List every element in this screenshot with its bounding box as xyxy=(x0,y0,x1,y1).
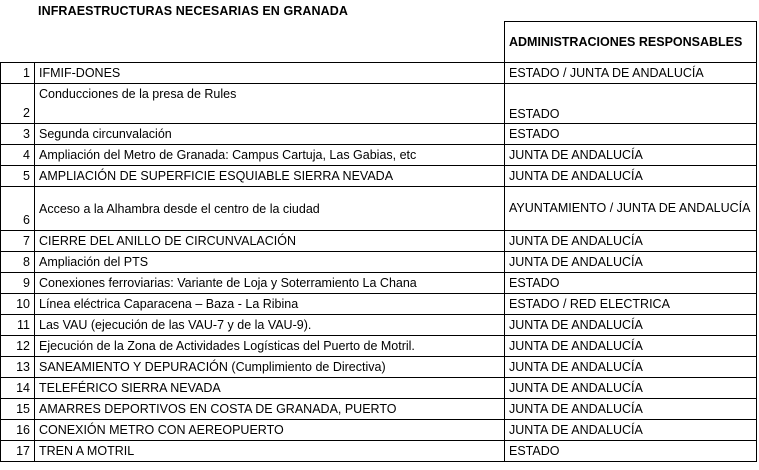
table-row xyxy=(1,420,757,441)
cell-num: 13 xyxy=(1,357,35,378)
table-row xyxy=(1,166,757,187)
cell-desc: SANEAMIENTO Y DEPURACIÓN (Cumplimiento de Directiva) xyxy=(35,357,505,378)
table-row xyxy=(1,336,757,357)
header-admin: ADMINISTRACIONES RESPONSABLES xyxy=(505,22,757,63)
cell-admin: JUNTA DE ANDALUCÍA xyxy=(505,145,757,166)
cell-desc: Acceso a la Alhambra desde el centro de la ciudad xyxy=(35,187,505,231)
cell-num: 10 xyxy=(1,294,35,315)
table-row xyxy=(1,441,757,462)
cell-admin: AYUNTAMIENTO / JUNTA DE ANDALUCÍA xyxy=(505,187,757,231)
cell-desc: AMARRES DEPORTIVOS EN COSTA DE GRANADA, PUERTO xyxy=(35,399,505,420)
cell-admin: JUNTA DE ANDALUCÍA xyxy=(505,166,757,187)
cell-desc: Conducciones de la presa de Rules xyxy=(35,84,505,124)
cell-desc: Segunda circunvalación xyxy=(35,124,505,145)
cell-admin: ESTADO / RED ELECTRICA xyxy=(505,294,757,315)
document-title: INFRAESTRUCTURAS NECESARIAS EN GRANADA xyxy=(38,4,349,18)
cell-desc: TELEFÉRICO SIERRA NEVADA xyxy=(35,378,505,399)
cell-num: 6 xyxy=(1,187,35,231)
cell-desc: Ampliación del Metro de Granada: Campus Cartuja, Las Gabias, etc xyxy=(35,145,505,166)
table-row xyxy=(1,187,757,231)
header-blank-cell xyxy=(1,22,35,63)
cell-num: 11 xyxy=(1,315,35,336)
cell-num: 7 xyxy=(1,231,35,252)
cell-admin: JUNTA DE ANDALUCÍA xyxy=(505,315,757,336)
table-row xyxy=(1,357,757,378)
cell-num: 16 xyxy=(1,420,35,441)
cell-desc: Las VAU (ejecución de las VAU-7 y de la VAU-9). xyxy=(35,315,505,336)
cell-admin: ESTADO xyxy=(505,124,757,145)
cell-admin: JUNTA DE ANDALUCÍA xyxy=(505,336,757,357)
table-row xyxy=(1,273,757,294)
cell-desc: IFMIF-DONES xyxy=(35,63,505,84)
cell-desc: TREN A MOTRIL xyxy=(35,441,505,462)
cell-admin: JUNTA DE ANDALUCÍA xyxy=(505,252,757,273)
cell-admin: ESTADO / JUNTA DE ANDALUCÍA xyxy=(505,63,757,84)
cell-desc: CONEXIÓN METRO CON AEREOPUERTO xyxy=(35,420,505,441)
cell-num: 3 xyxy=(1,124,35,145)
cell-num: 9 xyxy=(1,273,35,294)
cell-admin: JUNTA DE ANDALUCÍA xyxy=(505,378,757,399)
cell-num: 14 xyxy=(1,378,35,399)
cell-num: 5 xyxy=(1,166,35,187)
infrastructure-table xyxy=(0,21,757,462)
table-row xyxy=(1,399,757,420)
table-row xyxy=(1,231,757,252)
table-row xyxy=(1,84,757,124)
cell-num: 2 xyxy=(1,84,35,124)
cell-desc: Conexiones ferroviarias: Variante de Loja y Soterramiento La Chana xyxy=(35,273,505,294)
cell-admin: ESTADO xyxy=(505,84,757,124)
table-header-row xyxy=(1,22,757,63)
cell-admin: ESTADO xyxy=(505,441,757,462)
header-blank-cell xyxy=(35,22,505,63)
cell-desc: CIERRE DEL ANILLO DE CIRCUNVALACIÓN xyxy=(35,231,505,252)
cell-desc: Línea eléctrica Caparacena – Baza - La Ribina xyxy=(35,294,505,315)
cell-num: 17 xyxy=(1,441,35,462)
cell-desc: AMPLIACIÓN DE SUPERFICIE ESQUIABLE SIERRA NEVADA xyxy=(35,166,505,187)
cell-admin: ESTADO xyxy=(505,273,757,294)
cell-admin: JUNTA DE ANDALUCÍA xyxy=(505,420,757,441)
cell-desc: Ampliación del PTS xyxy=(35,252,505,273)
cell-num: 12 xyxy=(1,336,35,357)
cell-num: 1 xyxy=(1,63,35,84)
table-row xyxy=(1,315,757,336)
cell-admin: JUNTA DE ANDALUCÍA xyxy=(505,399,757,420)
table-row xyxy=(1,378,757,399)
cell-desc: Ejecución de la Zona de Actividades Logísticas del Puerto de Motril. xyxy=(35,336,505,357)
table-row xyxy=(1,63,757,84)
cell-admin: JUNTA DE ANDALUCÍA xyxy=(505,231,757,252)
table-row xyxy=(1,294,757,315)
table-row xyxy=(1,124,757,145)
table-row xyxy=(1,145,757,166)
table-row xyxy=(1,252,757,273)
cell-num: 4 xyxy=(1,145,35,166)
cell-num: 8 xyxy=(1,252,35,273)
cell-num: 15 xyxy=(1,399,35,420)
cell-admin: JUNTA DE ANDALUCÍA xyxy=(505,357,757,378)
